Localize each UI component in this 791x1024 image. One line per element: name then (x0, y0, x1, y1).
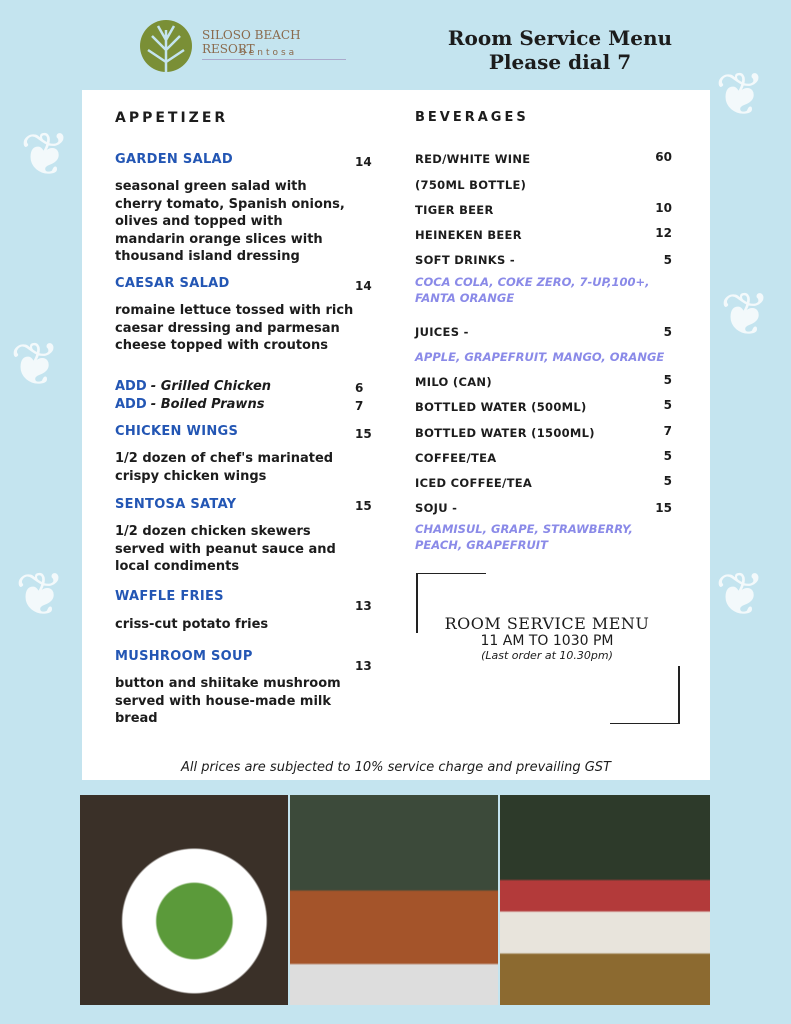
beverage-price: 5 (663, 398, 672, 412)
brand-name: SILOSO BEACH RESORT (202, 28, 346, 60)
appetizer-name: WAFFLE FRIES (115, 589, 224, 604)
beverage-name: HEINEKEN BEER (415, 228, 522, 242)
appetizer-price: 14 (355, 155, 372, 169)
beverage-price: 5 (663, 373, 672, 387)
appetizer-description: criss-cut potato fries (115, 617, 269, 632)
beverage-price: 60 (655, 150, 672, 164)
appetizer-description: seasonal green salad with cherry tomato, Spanish onions, olives and topped with mandarin orange slices with thousand island dressing (115, 179, 345, 264)
appetizer-description: romaine lettuce tossed with rich caesar dressing and parmesan cheese topped with croutons (115, 303, 354, 353)
addon-name: - Boiled Prawns (150, 397, 265, 412)
menu-card (82, 90, 710, 780)
photo-garden-salad (80, 795, 288, 1005)
beverages-heading: BEVERAGES (415, 110, 529, 125)
frame-corner (610, 666, 680, 724)
brand-location: Sentosa (240, 48, 298, 58)
beverage-name: SOJU - (415, 501, 458, 515)
addon-label: ADD (115, 379, 147, 394)
beverage-name: BOTTLED WATER (1500ML) (415, 426, 595, 440)
beverage-price: 7 (663, 424, 672, 438)
addon-name: - Grilled Chicken (150, 379, 272, 394)
page-title: Room Service Menu (447, 26, 673, 50)
beverage-name: BOTTLED WATER (500ML) (415, 400, 587, 414)
beverage-name: RED/WHITE WINE (415, 152, 531, 166)
appetizer-price: 13 (355, 659, 372, 673)
appetizer-name: GARDEN SALAD (115, 152, 233, 167)
appetizer-name: CAESAR SALAD (115, 276, 230, 291)
beverage-options: CHAMISUL, GRAPE, STRAWBERRY, PEACH, GRAPEFRUIT (415, 522, 633, 552)
resort-logo-icon (140, 20, 192, 72)
appetizer-name: CHICKEN WINGS (115, 424, 239, 439)
leaf-decoration-icon: ❦ (15, 560, 66, 630)
beverage-name: ICED COFFEE/TEA (415, 476, 533, 490)
beverage-price: 5 (663, 449, 672, 463)
appetizer-price: 15 (355, 427, 372, 441)
addon-item (115, 378, 271, 396)
leaf-decoration-icon: ❦ (10, 330, 61, 400)
addon-label: ADD (115, 397, 147, 412)
photo-satay (500, 795, 710, 1005)
appetizer-description: button and shiitake mushroom served with house-made milk bread (115, 676, 341, 726)
addon-price: 7 (355, 399, 364, 413)
leaf-decoration-icon: ❦ (20, 120, 71, 190)
leaf-decoration-icon: ❦ (720, 280, 771, 350)
beverage-price: 5 (663, 325, 672, 339)
beverage-name: COFFEE/TEA (415, 451, 497, 465)
leaf-decoration-icon: ❦ (715, 560, 766, 630)
appetizer-heading: APPETIZER (115, 110, 229, 126)
appetizer-name: MUSHROOM SOUP (115, 649, 253, 664)
beverage-price: 5 (663, 474, 672, 488)
appetizer-description: 1/2 dozen of chef's marinated crispy chicken wings (115, 451, 334, 484)
addons (115, 378, 271, 414)
photo-chicken-wings (290, 795, 498, 1005)
page-subtitle: Please dial 7 (488, 50, 632, 74)
addon-item (115, 396, 271, 414)
appetizer-name: SENTOSA SATAY (115, 497, 237, 512)
beverage-name: SOFT DRINKS - (415, 253, 515, 267)
beverage-name: MILO (CAN) (415, 375, 492, 389)
beverage-price: 12 (655, 226, 672, 240)
beverage-name: JUICES - (415, 325, 469, 339)
appetizer-description: 1/2 dozen chicken skewers served with peanut sauce and local condiments (115, 524, 336, 574)
beverage-options: COCA COLA, COKE ZERO, 7-UP,100+, FANTA ORANGE (415, 275, 650, 305)
beverage-options: APPLE, GRAPEFRUIT, MANGO, ORANGE (415, 350, 665, 364)
appetizer-price: 15 (355, 499, 372, 513)
appetizer-price: 13 (355, 599, 372, 613)
beverage-price: 5 (663, 253, 672, 267)
hours-note: (Last order at 10.30pm) (481, 649, 613, 662)
beverage-name: TIGER BEER (415, 203, 494, 217)
beverage-name: (750ML BOTTLE) (415, 178, 527, 192)
hours-time: 11 AM TO 1030 PM (480, 633, 614, 649)
addon-price: 6 (355, 381, 364, 395)
leaf-decoration-icon: ❦ (715, 60, 766, 130)
hours-title: ROOM SERVICE MENU (444, 614, 650, 633)
price-disclaimer: All prices are subjected to 10% service charge and prevailing GST (180, 760, 611, 775)
appetizer-price: 14 (355, 279, 372, 293)
beverage-price: 10 (655, 201, 672, 215)
beverage-price: 15 (655, 501, 672, 515)
